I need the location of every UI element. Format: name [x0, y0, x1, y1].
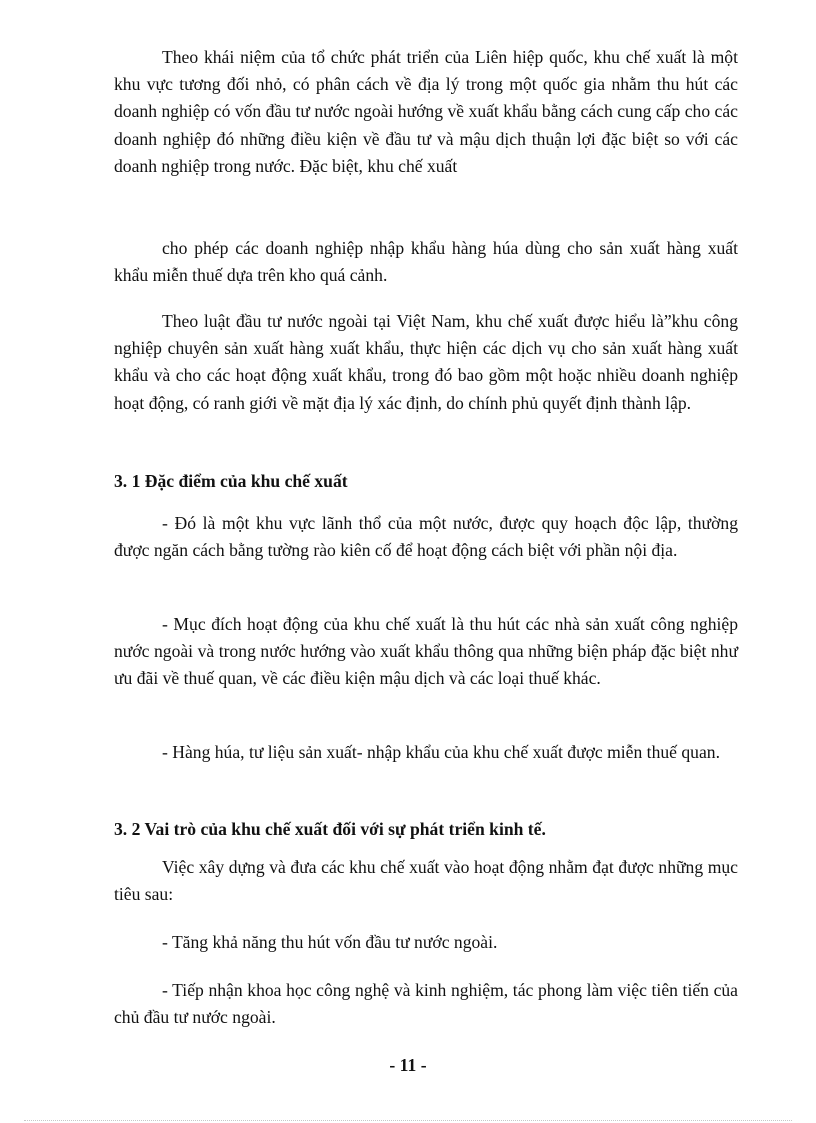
paragraph-4: - Đó là một khu vực lãnh thổ của một nước, được quy hoạch độc lập, thường được ngăn cách bằng tường rào kiên cố để hoạt động cách biệt với phần nội địa.: [114, 513, 738, 561]
paragraph-6: - Hàng húa, tư liệu sản xuất- nhập khẩu của khu chế xuất được miễn thuế quan.: [162, 742, 720, 762]
section-heading-3-1: 3. 1 Đặc điểm của khu chế xuất: [114, 471, 348, 491]
paragraph-9: - Tiếp nhận khoa học công nghệ và kinh nghiệm, tác phong làm việc tiên tiến của chủ đầu tư nước ngoài.: [114, 980, 738, 1028]
section-heading-3-2: 3. 2 Vai trò của khu chế xuất đối với sự phát triển kinh tế.: [114, 819, 546, 839]
page-bottom-divider: [24, 1120, 792, 1121]
paragraph-8: - Tăng khả năng thu hút vốn đầu tư nước ngoài.: [162, 932, 498, 952]
paragraph-3: Theo luật đầu tư nước ngoài tại Việt Nam, khu chế xuất được hiểu là”khu công nghiệp chuyên sản xuất hàng xuất khẩu, thực hiện các dịch vụ cho sản xuất hàng xuất khẩu và cho các hoạt động xuất khẩu, trong đó bao gồm một hoặc nhiều doanh nghiệp hoạt động, có ranh giới về mặt địa lý xác định, do chính phủ quyết định thành lập.: [114, 311, 738, 413]
paragraph-7: Việc xây dựng và đưa các khu chế xuất vào hoạt động nhằm đạt được những mục tiêu sau:: [114, 857, 738, 905]
paragraph-5: - Mục đích hoạt động của khu chế xuất là thu hút các nhà sản xuất công nghiệp nước ngoài và trong nước hướng vào xuất khẩu thông qua những biện pháp đặc biệt như ưu đãi về thuế quan, về các điều kiện mậu dịch và các loại thuế khác.: [114, 614, 738, 689]
paragraph-2: cho phép các doanh nghiệp nhập khẩu hàng húa dùng cho sản xuất hàng xuất khẩu miễn thuế dựa trên kho quá cảnh.: [114, 238, 738, 286]
page-number: - 11 -: [389, 1055, 427, 1075]
paragraph-1: Theo khái niệm của tổ chức phát triển của Liên hiệp quốc, khu chế xuất là một khu vực tương đối nhỏ, có phân cách về địa lý trong một quốc gia nhằm thu hút các doanh nghiệp có vốn đầu tư nước ngoài hướng về xuất khẩu bằng cách cung cấp cho các doanh nghiệp đó những điều kiện về đầu tư và mậu dịch thuận lợi đặc biệt so với các doanh nghiệp trong nước. Đặc biệt, khu chế xuất: [114, 47, 738, 176]
